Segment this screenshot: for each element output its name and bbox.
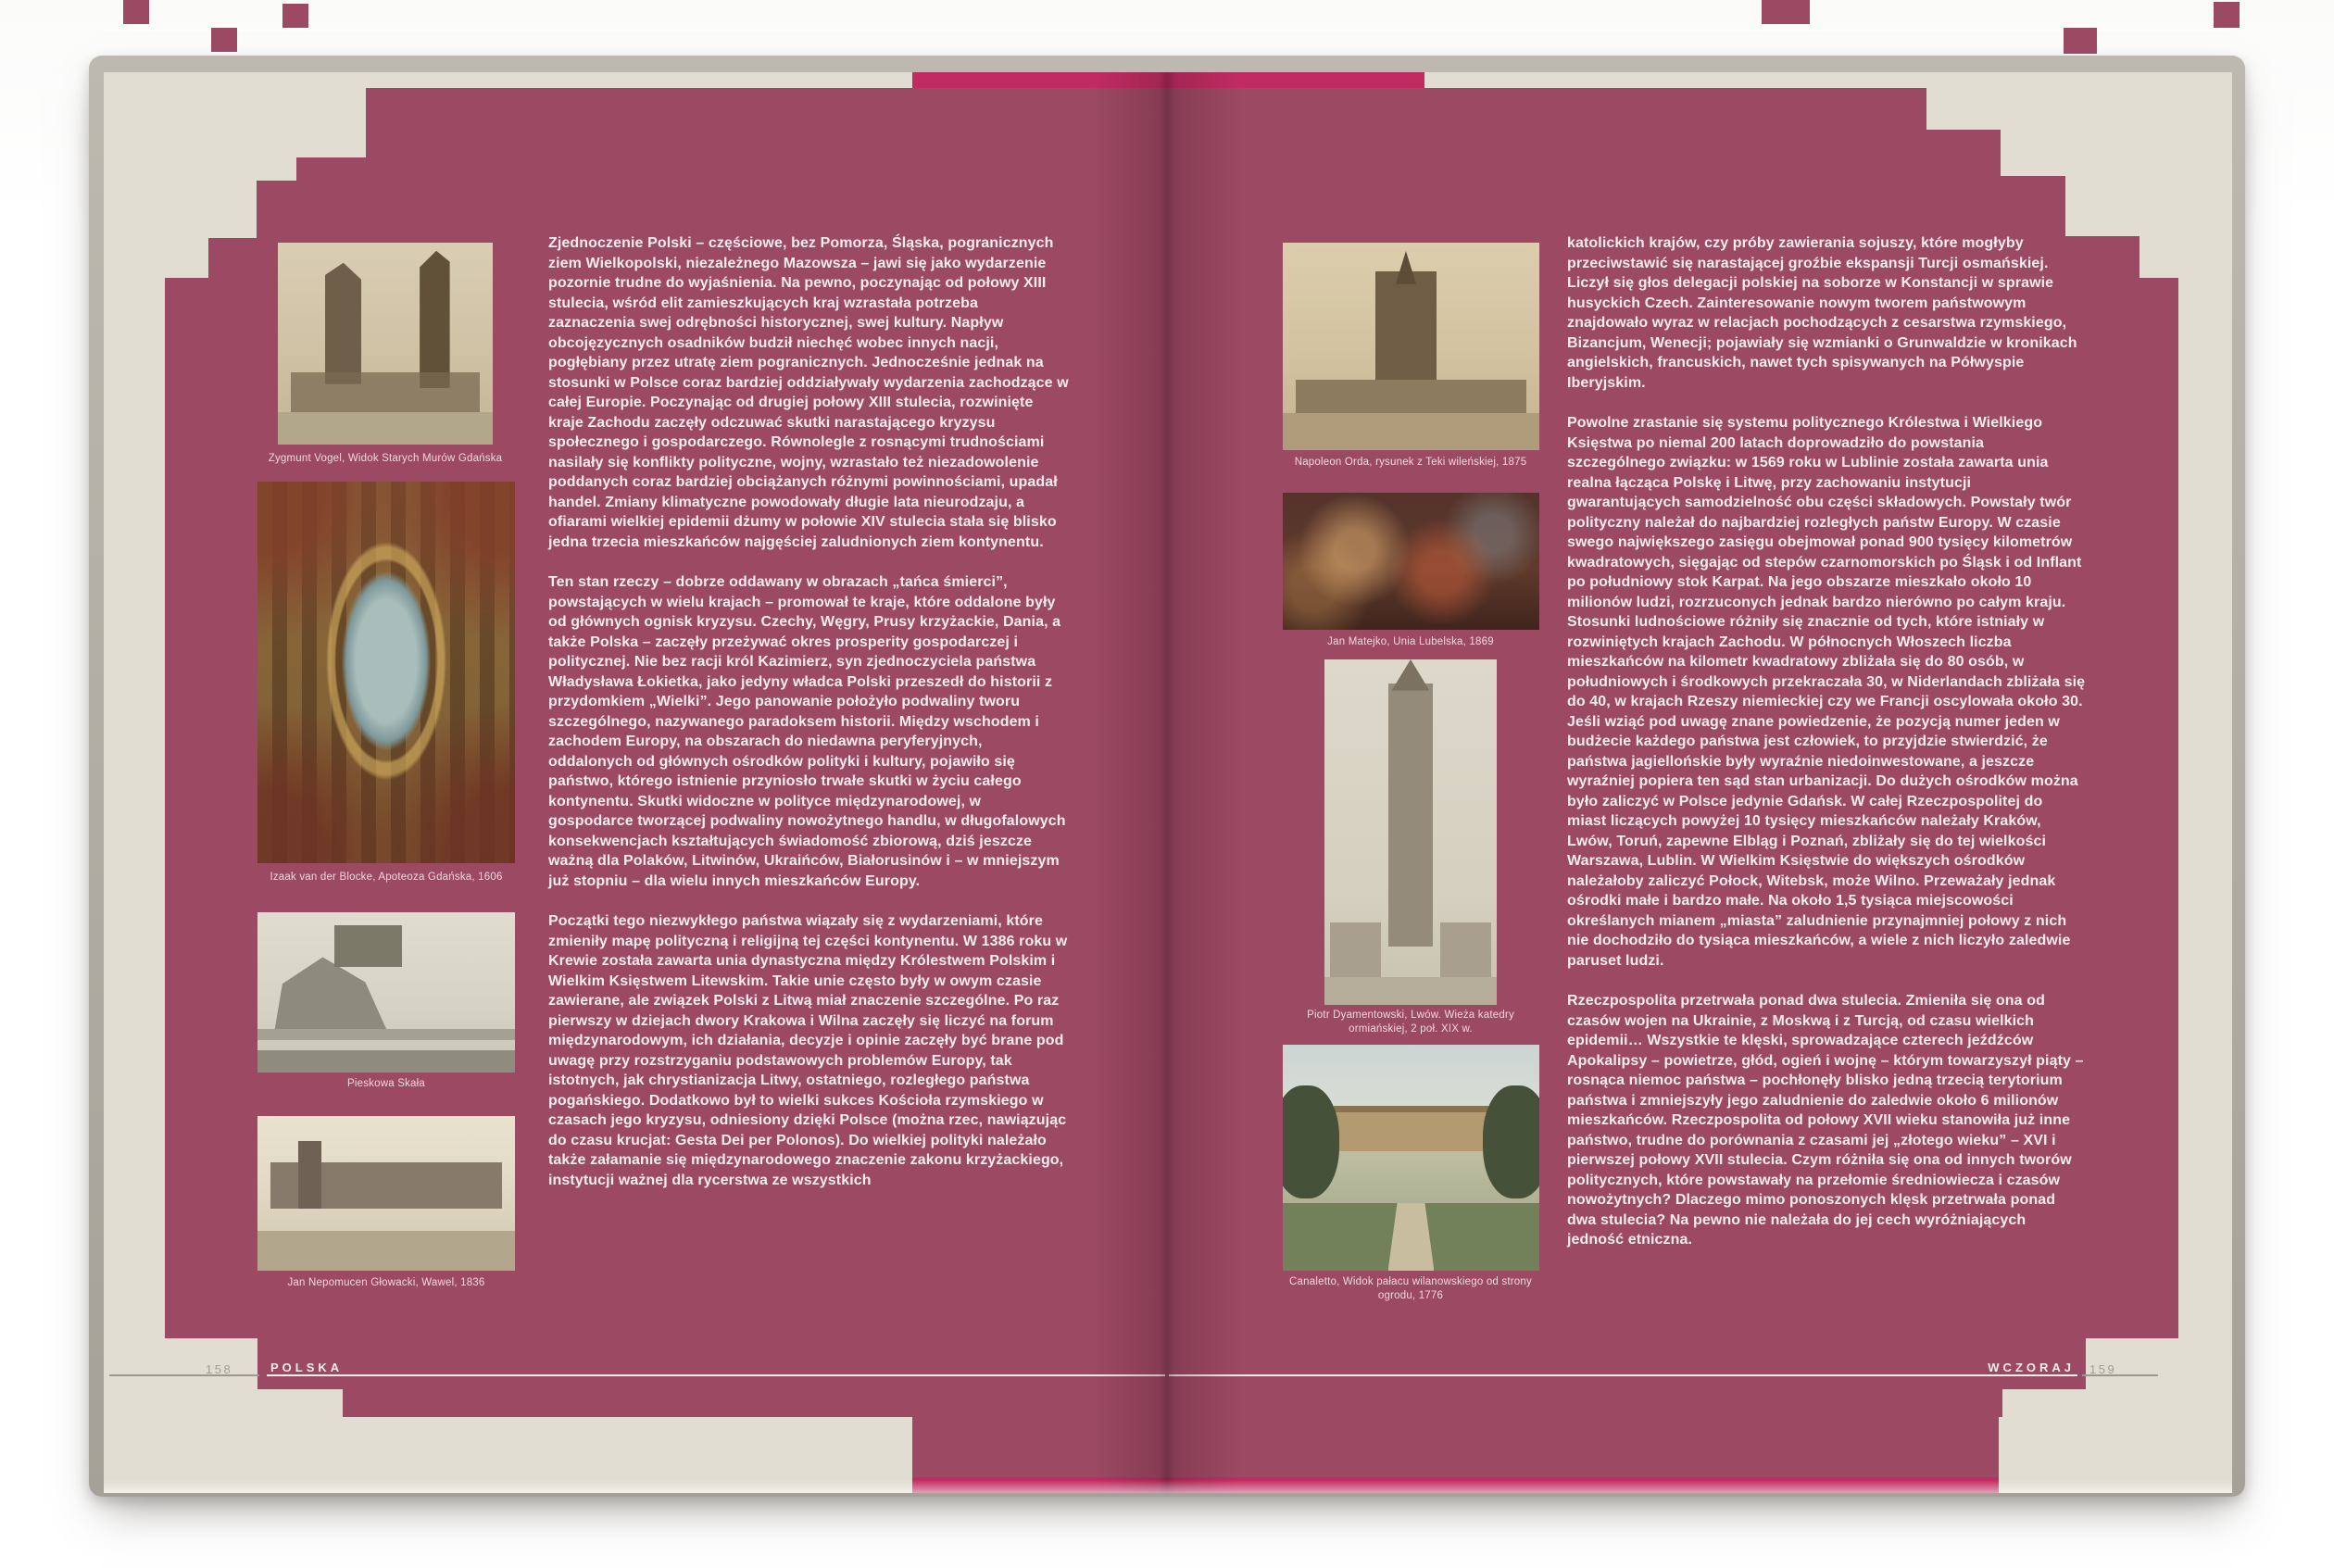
paragraph: Początki tego niezwykłego państwa wiązały się z wydarzeniami, które zmieniły mapę polityczną i religijną tej części kontynentu. W 1386 roku w Krewie została zawarta unia dynastyczna między Królestwem Polskim i Wielkim Księstwem Litewskim. Takie unie często były w owym czasie zawierane, ale związek Polski z Litwą miał znaczenie szczególne. Po raz pierwszy w dziejach dwory Krakowa i Wilna zaczęły się liczyć na forum międzynarodowym, ich działania, decyzje i opinie zaczęły być brane pod uwagę przy rozstrzyganiu podstawowych problemów Europy, tak istotnych, jak chrystianizacja Litwy, ostatniego, rozległego państwa pogańskiego. Dodatkowo był to wielki sukces Kościoła rzymskiego w czasach jego kryzysu, odniesiony dzięki Polsce (można rzec, nawiązując do czasu krucjat: Gesta Dei per Polonos). Do wielkiej polityki należało także załamanie się międzynarodowego znaczenie zakonu krzyżackiego, instytucji ważnej dla rycerstwa ze wszystkich xyxy=(548,913,1068,1188)
paragraph: Powolne zrastanie się systemu politycznego Królestwa i Wielkiego Księstwa po niemal 200 latach doprowadziło do powstania szczególnego związku: w 1569 roku w Lublinie została zawarta unia realna łącząca Polskę i Litwę, przy zachowaniu instytucji gwarantujących samodzielność obu części składowych. Powstały twór polityczny należał do najbardziej rozległych państw Europy. W czasie swego największego zasięgu obejmował ponad 900 tysięcy kilometrów kwadratowych, sięgając od stepów czarnomorskich po Śląsk i od Inflant po południowy stok Karpat. Na jego obszarze mieszkało około 10 milionów ludzi, rozrzuconych jednak bardzo nierówno po całym kraju. Stosunki ludnościowe różniły się znacznie od tych, które istniały w rozwiniętych krajach Zachodu. W północnych Włoszech liczba mieszkańców na kilometr kwadratowy zbliżała się do 80 osób, w południowych i środkowych przekraczała 30, w Niderlandach zbliżała się do 40, w krajach Rzeszy niemieckiej czy we Francji oscylowała około 30. Jeśli wziąć pod uwagę znane powiedzenie, że pozycją numer jeden w budżecie każdego państwa jest człowiek, to przyjdzie stwierdzić, że państwa jagiellońskie były wyraźnie niedoinwestowane, a jeszcze wyraźniej popiera ten sąd stan urbanizacji. Do dużych ośrodków można było zaliczyć w Polsce jedynie Gdańsk. W całej Rzeczpospolitej do miast liczących powyżej 10 tysięcy mieszkańców należały Kraków, Lwów, Toruń, zapewne Elbląg i Poznań, zbliżały się do tej wielkości Warszawa, Lublin. W Wielkim Księstwie do większych ośrodków należałoby zaliczyć Połock, Witebsk, może Wilno. Przeważały jednak ośrodki małe i bardzo małe. Na około 1,5 tysiąca miejscowości określanych mianem „miasta” zaludnienie przynajmniej połowy z nich nie dochodziło do tysiąca mieszkańców, a wiele z nich liczyło zaledwie paruset ludzi. xyxy=(1567,415,2086,969)
section-label-right: WCZORAJ xyxy=(1988,1361,2075,1374)
cliff-shape xyxy=(273,957,392,1040)
magenta-bleed-bottom-left xyxy=(912,1417,1167,1477)
artwork-canaletto-image xyxy=(1283,1045,1539,1271)
spire-shape xyxy=(1396,251,1416,284)
ground-shape xyxy=(257,1231,515,1271)
ground-shape xyxy=(1324,977,1497,1005)
step-cutout xyxy=(1926,88,2178,130)
left-text-column xyxy=(548,233,1069,1210)
step-cutout xyxy=(165,1338,257,1417)
artwork-pieskowa-image xyxy=(257,912,515,1073)
page-edge-strip-top-right xyxy=(1167,72,1424,88)
magenta-bleed-bottom-right xyxy=(1167,1417,1999,1477)
castle-shape xyxy=(334,925,401,967)
ground-shape xyxy=(278,412,493,445)
pixel-square xyxy=(123,0,149,24)
step-cutout xyxy=(2140,236,2178,278)
artwork-dyamentowski-caption: Piotr Dyamentowski, Lwów. Wieża katedry ormiańskiej, 2 poł. XIX w. xyxy=(1307,1010,1514,1035)
pixel-square xyxy=(211,28,237,52)
artwork-matejko-caption: Jan Matejko, Unia Lubelska, 1869 xyxy=(1327,636,1494,647)
artwork-orda-caption: Napoleon Orda, rysunek z Teki wileńskiej, 1875 xyxy=(1294,457,1527,468)
bridge-shape xyxy=(257,1029,515,1040)
step-cutout xyxy=(165,157,296,181)
pixel-square xyxy=(2064,28,2097,54)
page-number-right: 159 xyxy=(2089,1362,2117,1376)
page-edge-strip-top-left xyxy=(912,72,1167,88)
ruin-tower-shape xyxy=(325,263,361,384)
step-cutout xyxy=(2065,176,2178,236)
page-edge-strip-bottom xyxy=(912,1477,1999,1493)
pixel-square xyxy=(2214,2,2240,28)
paragraph: Zjednoczenie Polski – częściowe, bez Pomorza, Śląska, pogranicznych ziem Wielkopolski, niezależnego Mazowsza – jawi się jako wydarzenie pozornie trudne do wyjaśnienia. Na pewno, poczynając od połowy XIII stulecia, wśród elit zamieszkujących kraj wzrastała potrzeba zaznaczenia swej odrębności historycznej, swej kultury. Napływ obcojęzycznych osadników budził niechęć wobec innych nacji, pogłębiany przez utratę ziem pogranicznych. Jednocześnie jednak na stosunki w Polsce coraz bardziej oddziaływały wydarzenia zachodzące w całej Europie. Poczynając od drugiej połowy XIII stulecia, rozwinięte kraje Zachodu zaczęły odczuwać skutki narastającego kryzysu społecznego i gospodarczego. Równolegle z rosnącymi trudnościami nasilały się konflikty polityczne, wojny, wzrastało też niezadowolenie poddanych coraz bardziej obciążanych różnymi powinnościami, upadał handel. Zmiany klimatyczne powodowały długie lata nieurodzaju, a ofiarami wielkiej epidemii dżumy w połowie XIV stulecia stała się blisko jedna trzecia mieszkańców najgęściej zaludnionych ziem kontynentu. xyxy=(548,235,1069,550)
step-cutout xyxy=(257,1389,343,1417)
paragraph: Ten stan rzeczy – dobrze oddawany w obrazach „tańca śmierci”, powstających w wielu krajach – promował te kraje, które oddalone były od głównych ognisk kryzysu. Czechy, Węgry, Prusy krzyżackie, Dania, a także Polska – zaczęły przeżywać okres prosperity gospodarczej i politycznej. Nie bez racji król Kazimierz, syn zjednoczyciela państwa Władysława Łokietka, jako jedyny władca Polski przeszedł do historii z przydomkiem „Wielki”. Jego panowanie położyło podwaliny tworu szczególnego, nazywanego paradoksem historii. Między wschodem i zachodem Europy, na obszarach do niedawna peryferyjnych, oddalonych od głównych ośrodków polityki i kultury, pojawiło się państwo, którego istnienie przyniosło trwałe skutki w życiu całego kontynentu. Skutki widoczne w polityce międzynarodowej, w gospodarce tworzącej podwaliny nowożytnego handlu, w długofalowych konsekwencjach kształtujących świadomość zbiorową, dziś jeszcze ważną dla Polaków, Litwinów, Ukraińców, Białorusinów i – w mniejszym już stopniu – dla wielu innych mieszkańców Europy. xyxy=(548,574,1066,889)
step-cutout xyxy=(165,181,257,238)
tree-shape xyxy=(1483,1085,1539,1198)
building-shape xyxy=(1330,922,1382,978)
pixel-square xyxy=(282,4,308,28)
page-number-left: 158 xyxy=(206,1362,233,1376)
artwork-vogel-image xyxy=(278,243,493,445)
houses-shape xyxy=(1296,380,1526,413)
artwork-apoteoza-image xyxy=(257,482,515,863)
step-cutout xyxy=(2001,130,2178,176)
tower-shape xyxy=(1388,684,1433,946)
step-cutout xyxy=(2086,1338,2178,1417)
spire-shape xyxy=(1392,659,1430,691)
tower-shape xyxy=(298,1141,321,1209)
paragraph: Rzeczpospolita przetrwała ponad dwa stulecia. Zmieniła się ona od czasów wojen na Ukrainie, z Moskwą i z Turcją, od czasu wielkich epidemii… Wszystkie te klęski, sprowadzające czterech jeźdźców Apokalipsy – powietrze, głód, ogień i wojnę – którym towarzyszył piąty – rosnąca niemoc państwa – pochłonęły blisko jedną trzecią terytorium państwa i zmniejszyły jego zaludnienie do zaledwie około 6 milionów mieszkańców. Rzeczpospolita od połowy XVII wieku stanowiła już inne państwo, trudne do porównania z czasami jej „złotego wieku” – XVI i pierwszej połowy XVII stulecia. Czym różniła się ona od innych tworów politycznych, które powstawały na przełomie średniowiecza i czasów nowożytnych? Dlaczego mimo ponoszonych klęsk przetrwała ponad dwa stulecia? Na pewno nie należała do jej cech wyróżniających jedność etniczna. xyxy=(1567,993,2084,1248)
palace-shape xyxy=(1334,1112,1487,1150)
artwork-matejko-image xyxy=(1283,493,1539,630)
artwork-wawel-image xyxy=(257,1116,515,1271)
artwork-vogel-caption: Zygmunt Vogel, Widok Starych Murów Gdańska xyxy=(268,453,503,464)
artwork-wawel-caption: Jan Nepomucen Głowacki, Wawel, 1836 xyxy=(287,1277,485,1288)
footer-rule-left-white xyxy=(267,1374,1165,1376)
section-label-left: POLSKA xyxy=(270,1361,344,1374)
artwork-orda-image xyxy=(1283,243,1539,450)
step-cutout xyxy=(165,238,208,278)
wall-shape xyxy=(291,372,480,413)
building-shape xyxy=(1440,922,1492,978)
paragraph: katolickich krajów, czy próby zawierania sojuszy, które mogłyby przeciwstawić się narastającej groźbie ekspansji Turcji osmańskiej. Liczył się głos delegacji polskiej na soborze w Konstancji w sprawie husyckich Czech. Zainteresowanie nowym tworem państwowym znajdowało wyraz w relacjach pochodzących z cesarstwa rzymskiego, Bizancjum, Wenecji; pojawiały się wzmianki o Grunwaldzie w kronikach angielskich, francuskich, nawet tych spisywanych na Półwyspie Iberyjskim. xyxy=(1567,235,2077,391)
foreground-shape xyxy=(257,1050,515,1073)
footer-rule-left-grey xyxy=(109,1374,259,1376)
tree-shape xyxy=(1283,1085,1339,1198)
ruin-tower-shape xyxy=(420,251,449,388)
right-text-column xyxy=(1567,233,2086,1271)
artwork-pieskowa-caption: Pieskowa Skała xyxy=(347,1078,425,1089)
ground-shape xyxy=(1283,413,1539,450)
artwork-dyamentowski-image xyxy=(1324,659,1497,1005)
artwork-apoteoza-caption: Izaak van der Blocke, Apoteoza Gdańska, 1606 xyxy=(270,872,503,883)
step-cutout xyxy=(165,88,366,157)
footer-rule-right-white xyxy=(1169,1374,2077,1376)
church-shape xyxy=(1375,271,1437,379)
step-cutout xyxy=(2002,1389,2086,1417)
artwork-canaletto-caption: Canaletto, Widok pałacu wilanowskiego od strony ogrodu, 1776 xyxy=(1289,1276,1532,1301)
pixel-square xyxy=(1762,0,1810,24)
